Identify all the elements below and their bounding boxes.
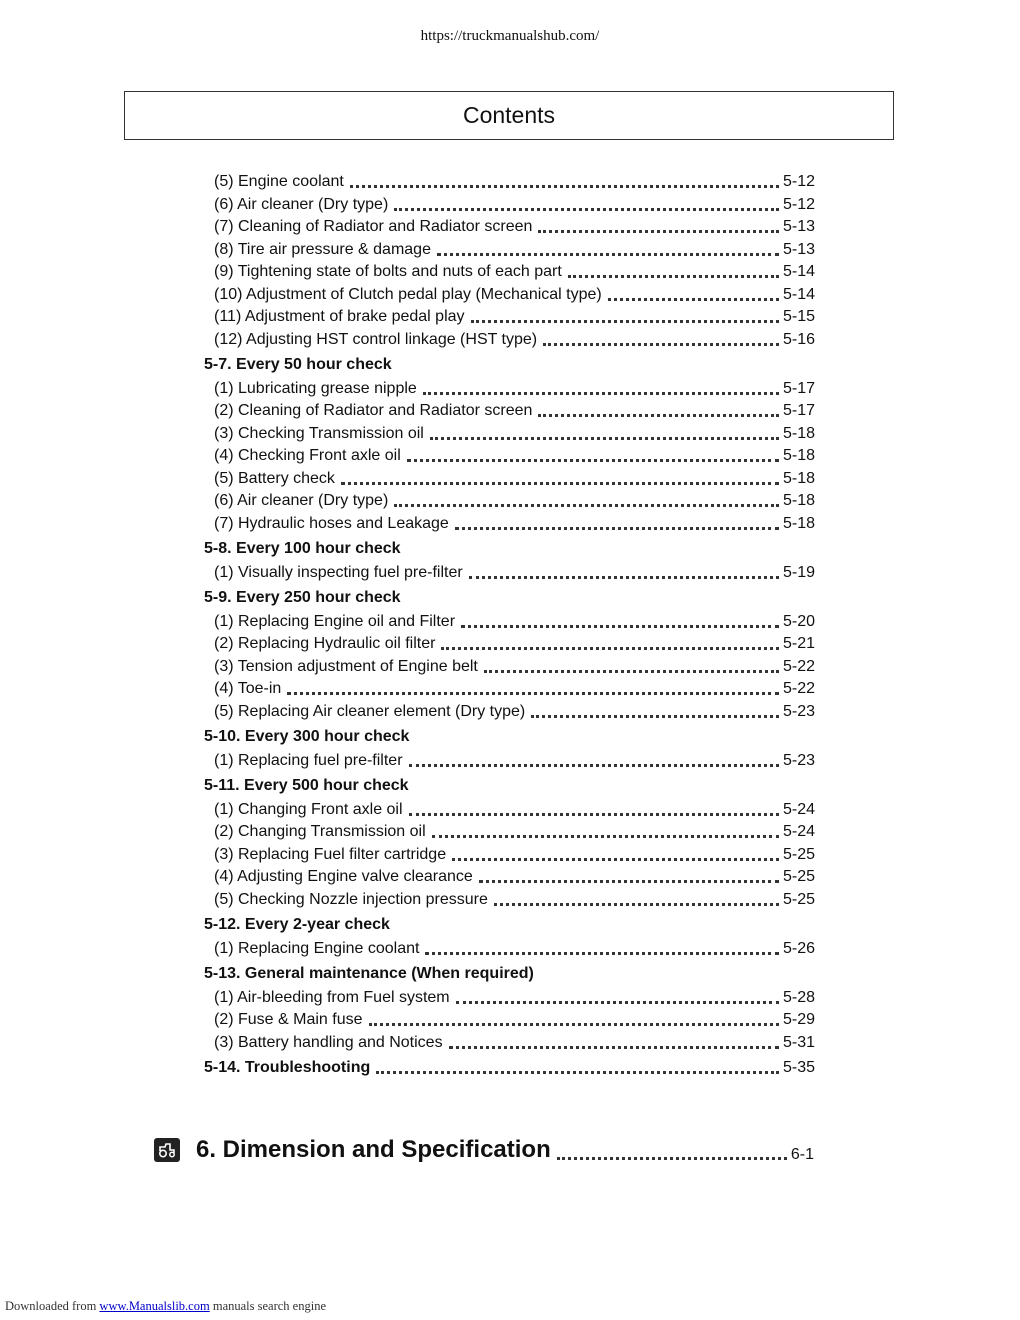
toc-entry[interactable] [204, 938, 815, 961]
toc-entry-page: 5-17 [782, 402, 815, 419]
toc-entry[interactable] [204, 750, 815, 773]
toc-entry-page: 5-14 [782, 285, 815, 303]
toc-entry[interactable] [204, 194, 815, 217]
toc-entry-label: (6) Air cleaner (Dry type) [214, 492, 389, 509]
leader-dots [425, 951, 779, 955]
toc-entry[interactable] [204, 513, 815, 536]
toc-entry-label: (1) Visually inspecting fuel pre-filter [214, 563, 463, 581]
toc-entry-page: 5-17 [782, 379, 815, 397]
toc-entry[interactable] [204, 423, 815, 446]
toc-entry-label: (2) Replacing Hydraulic oil filter [214, 635, 436, 652]
toc-entry-label: (8) Tire air pressure & damage [214, 240, 431, 258]
toc-entry-page: 5-23 [782, 751, 815, 769]
toc-entry[interactable] [204, 1032, 815, 1055]
footer-prefix: Downloaded from [5, 1299, 97, 1313]
leader-dots [568, 274, 779, 278]
toc-entry-label: (1) Lubricating grease nipple [214, 379, 417, 397]
toc-entry-label: (12) Adjusting HST control linkage (HST type) [214, 330, 538, 348]
toc-entry-page: 5-18 [782, 447, 815, 464]
section-heading: 5-8. Every 100 hour check [204, 540, 401, 557]
toc-entry[interactable] [204, 562, 815, 585]
leader-dots [430, 436, 779, 440]
leader-dots [452, 857, 779, 861]
toc-entry-page: 5-13 [782, 218, 815, 235]
leader-dots [350, 184, 779, 188]
leader-dots [432, 834, 779, 838]
toc-entry[interactable] [204, 378, 815, 401]
chapter-title: 6. Dimension and Specification [196, 1136, 551, 1163]
footer [5, 1299, 326, 1314]
toc-entry-label: (2) Changing Transmission oil [214, 823, 426, 840]
leader-dots [341, 481, 779, 485]
toc-entry[interactable] [204, 611, 815, 634]
toc-entry-label: (7) Cleaning of Radiator and Radiator screen [214, 218, 533, 235]
toc-entry[interactable] [204, 490, 815, 513]
leader-dots [409, 763, 779, 767]
toc-entry-page: 5-22 [782, 680, 815, 697]
toc-entry-label: (4) Toe-in [214, 680, 282, 697]
section-heading: 5-10. Every 300 hour check [204, 728, 410, 745]
toc-entry-label: (7) Hydraulic hoses and Leakage [214, 514, 449, 532]
leader-dots [479, 879, 779, 883]
section-heading: 5-13. General maintenance (When required) [204, 965, 534, 982]
toc-entry-page: 5-19 [782, 563, 815, 581]
toc-entry-label: (1) Replacing Engine coolant [214, 939, 420, 957]
toc-entry[interactable] [204, 239, 815, 262]
toc-entry[interactable] [204, 799, 815, 822]
chapter-entry[interactable] [154, 1134, 814, 1166]
toc-entry-page: 5-26 [782, 939, 815, 957]
toc-entry-page: 5-24 [782, 823, 815, 840]
toc-entry-label: (2) Fuse & Main fuse [214, 1011, 363, 1028]
toc-entry-page: 5-12 [782, 173, 815, 190]
leader-dots [437, 252, 779, 256]
leader-dots [449, 1045, 779, 1049]
leader-dots [456, 1000, 779, 1004]
toc-entry-page: 5-18 [782, 514, 815, 532]
toc-entry-label: (1) Replacing Engine oil and Filter [214, 612, 456, 630]
leader-dots [394, 503, 779, 507]
toc-entry-label: (2) Cleaning of Radiator and Radiator screen [214, 402, 533, 419]
leader-dots [543, 342, 779, 346]
toc-entry-page: 5-31 [782, 1033, 815, 1051]
header-url: https://truckmanualshub.com/ [420, 28, 600, 44]
section-heading: 5-9. Every 250 hour check [204, 589, 401, 606]
toc-entry-page: 5-18 [782, 492, 815, 509]
toc-entry-label: (5) Replacing Air cleaner element (Dry type) [214, 702, 526, 720]
leader-dots [471, 319, 779, 323]
leader-dots [409, 812, 779, 816]
toc-entry[interactable] [204, 889, 815, 912]
toc-entry-page: 5-12 [782, 195, 815, 213]
toc-entry[interactable] [204, 678, 815, 701]
toc-entry-page: 5-23 [782, 702, 815, 720]
toc-entry-page: 5-15 [782, 308, 815, 325]
toc-entry[interactable] [204, 284, 815, 307]
toc-entry-page: 5-14 [782, 263, 815, 280]
leader-dots [376, 1070, 779, 1074]
toc-entry-label: (10) Adjustment of Clutch pedal play (Mechanical type) [214, 285, 602, 303]
toc-entry-page: 5-22 [782, 657, 815, 675]
leader-dots [394, 207, 779, 211]
leader-dots [461, 624, 779, 628]
chapter-page: 6-1 [790, 1146, 814, 1163]
toc-entry[interactable] [204, 171, 815, 194]
section-heading: 5-12. Every 2-year check [204, 916, 390, 933]
leader-dots [494, 902, 779, 906]
leader-dots [538, 229, 779, 233]
leader-dots [538, 413, 779, 417]
toc-entry-page: 5-24 [782, 800, 815, 818]
toc-entry-label: (11) Adjustment of brake pedal play [214, 308, 465, 325]
toc-entry[interactable] [204, 821, 815, 844]
tractor-icon [154, 1138, 180, 1162]
leader-dots [287, 691, 779, 695]
leader-dots [557, 1156, 787, 1160]
toc-entry-page: 5-29 [782, 1011, 815, 1028]
toc-entry-label: (1) Changing Front axle oil [214, 800, 403, 818]
page-title: Contents [462, 102, 556, 128]
section-heading: 5-7. Every 50 hour check [204, 356, 392, 373]
toc-entry-page: 5-18 [782, 469, 815, 487]
toc-entry-label: (6) Air cleaner (Dry type) [214, 195, 389, 213]
toc-entry-page: 5-16 [782, 330, 815, 348]
leader-dots [484, 669, 779, 673]
section-heading: 5-11. Every 500 hour check [204, 777, 409, 794]
toc-entry-label: (4) Adjusting Engine valve clearance [214, 868, 473, 885]
toc-entry[interactable] [204, 633, 815, 656]
footer-link[interactable]: www.Manualslib.com [99, 1299, 210, 1313]
toc-entry-label: (5) Checking Nozzle injection pressure [214, 890, 488, 908]
leader-dots [423, 391, 779, 395]
toc-entry-page: 5-25 [782, 845, 815, 863]
toc-entry[interactable] [204, 329, 815, 352]
leader-dots [369, 1022, 779, 1026]
toc-entry-page: 5-21 [782, 635, 815, 652]
toc-entry-label: (5) Battery check [214, 469, 335, 487]
leader-dots [407, 458, 779, 462]
toc-entry-label: (1) Air-bleeding from Fuel system [214, 988, 450, 1006]
toc-entry[interactable] [204, 701, 815, 724]
toc-entry-label: (9) Tightening state of bolts and nuts of each part [214, 263, 562, 280]
leader-dots [531, 714, 779, 718]
toc-entry-page: 5-35 [782, 1059, 815, 1076]
toc-entry-label: (3) Battery handling and Notices [214, 1033, 443, 1051]
toc-entry[interactable] [204, 987, 815, 1010]
leader-dots [469, 575, 779, 579]
toc-entry[interactable] [204, 306, 815, 329]
toc-entry[interactable] [204, 261, 815, 284]
troubleshooting-entry[interactable] [204, 1057, 815, 1079]
toc-entry[interactable] [204, 656, 815, 679]
toc-entry[interactable] [204, 216, 815, 239]
toc-entry-label: 5-14. Troubleshooting [204, 1059, 371, 1076]
toc-entry-page: 5-13 [782, 240, 815, 258]
toc-entry-label: (4) Checking Front axle oil [214, 447, 401, 464]
toc-entry-label: (3) Replacing Fuel filter cartridge [214, 845, 447, 863]
toc-entry[interactable] [204, 400, 815, 423]
toc-entry[interactable] [204, 445, 815, 468]
toc-entry-page: 5-20 [782, 612, 815, 630]
toc-entry-label: (3) Tension adjustment of Engine belt [214, 657, 478, 675]
contents-title-box [124, 91, 894, 140]
leader-dots [455, 526, 779, 530]
leader-dots [441, 646, 779, 650]
footer-suffix: manuals search engine [212, 1299, 326, 1313]
toc-entry-label: (3) Checking Transmission oil [214, 424, 424, 442]
toc-entry-page: 5-25 [782, 868, 815, 885]
toc-entry-label: (1) Replacing fuel pre-filter [214, 751, 403, 769]
toc-entry[interactable] [204, 866, 815, 889]
toc-entry-page: 5-28 [782, 988, 815, 1006]
toc-entry[interactable] [204, 468, 815, 491]
toc-entry-page: 5-18 [782, 424, 815, 442]
toc-entry-page: 5-25 [782, 890, 815, 908]
toc-entry[interactable] [204, 844, 815, 867]
table-of-contents [204, 171, 815, 1079]
toc-entry-label: (5) Engine coolant [214, 173, 344, 190]
toc-entry[interactable] [204, 1009, 815, 1032]
leader-dots [608, 297, 779, 301]
